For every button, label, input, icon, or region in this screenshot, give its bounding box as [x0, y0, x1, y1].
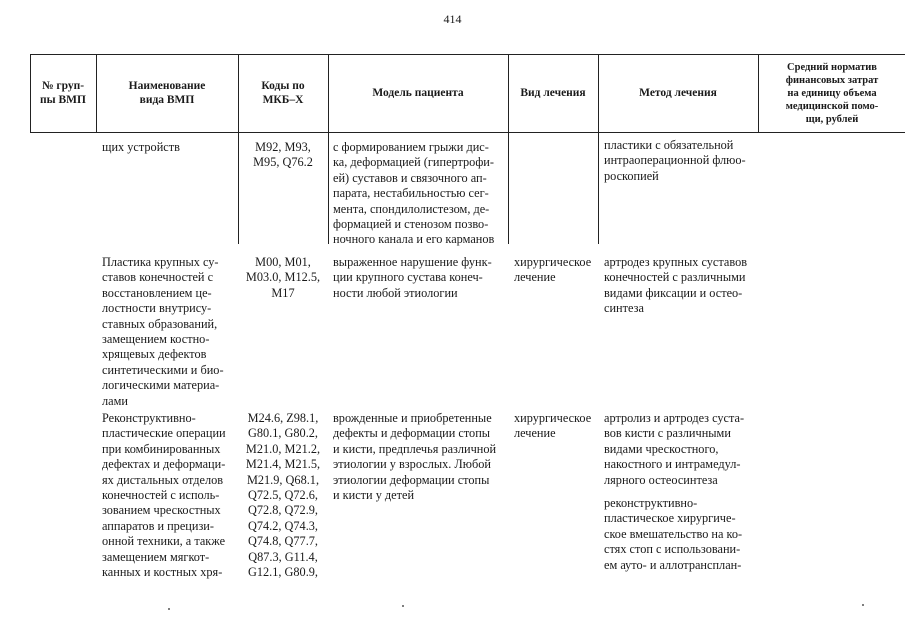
header-vmp-name: Наименование вида ВМП [128, 80, 206, 106]
page-number: 414 [443, 12, 462, 26]
row-2-vmp-name: Пластика крупных су- ставов конечностей с восстановлением це- лостности внутрису- ставных образований, замещением костно- хрящевых дефектов синтетическими и био- логическими материа- лами [102, 255, 224, 408]
row-3-treatment-method: артролиз и артродез суста- вов кисти с различными видами чрескостного, накостного и интрамедул- лярного остеосинтеза [604, 411, 745, 487]
header-treatment-type: Вид лечения [520, 87, 586, 99]
row-3-icd-codes: M24.6, Z98.1, G80.1, G80.2, M21.0, M21.2, M21.4, M21.5, M21.9, Q68.1, Q72.5, Q72.6, Q72.8, Q72.9, Q74.2, Q74.3, Q74.8, Q77.7, Q87.3, G11.4, G12.1, G80.9, [245, 411, 321, 580]
header-bottom-border [30, 132, 905, 133]
row-1-vmp-name: щих устройств [102, 140, 180, 154]
header-icd-codes: Коды по МКБ–X [261, 80, 305, 106]
row-3-patient-model: врожденные и приобретенные дефекты и деформации стопы и кисти, предплечья различной этиологии у взрослых. Любой этиологии деформации стопы и кисти у детей [333, 411, 497, 503]
header-treatment-method: Метод лечения [639, 87, 717, 99]
row-3-vmp-name: Реконструктивно- пластические операции при комбинированных дефектах и деформаци- ях дистальных отделов конечностей с исполь- зованием чрескостных аппаратов и прецизи- онной техники, а также замещением мягкот- канных и костных хря- [102, 411, 226, 580]
header-group-no: № груп- пы ВМП [40, 80, 86, 106]
scan-speck [402, 605, 404, 607]
scan-speck [168, 608, 170, 610]
row-1-patient-model: с формированием грыжи дис- ка, деформацией (гипертрофи- ей) суставов и связочного ап- парата, нестабильностью сег- мента, спондилолистезом, де- формацией и стенозом позво- ночного канала и его карманов [333, 140, 495, 247]
header-cost-norm: Средний норматив финансовых затрат на единицу объема медицинской помо- щи, рублей [785, 61, 879, 125]
scan-speck [862, 604, 864, 606]
row-2-icd-codes: M00, M01, M03.0, M12.5, M17 [245, 255, 321, 300]
header-patient-model: Модель пациента [372, 87, 464, 99]
row-3-treatment-method-2: реконструктивно- пластическое хирургиче- ское вмешательство на ко- стях стоп с использовани- ем ауто- и аллотрансплан- [604, 496, 743, 572]
row-2-treatment-method: артродез крупных суставов конечностей с различными видами фиксации и остео- синтеза [604, 255, 748, 316]
row-1-treatment-method: пластики с обязательной интраоперационной флюо- роскопией [604, 138, 746, 183]
row-2-patient-model: выраженное нарушение функ- ции крупного сустава конеч- ности любой этиологии [333, 255, 492, 300]
row-3-treatment-type: хирургическое лечение [514, 411, 592, 441]
row-2-treatment-type: хирургическое лечение [514, 255, 592, 285]
row-1-icd-codes: M92, M93, M95, Q76.2 [253, 140, 313, 170]
